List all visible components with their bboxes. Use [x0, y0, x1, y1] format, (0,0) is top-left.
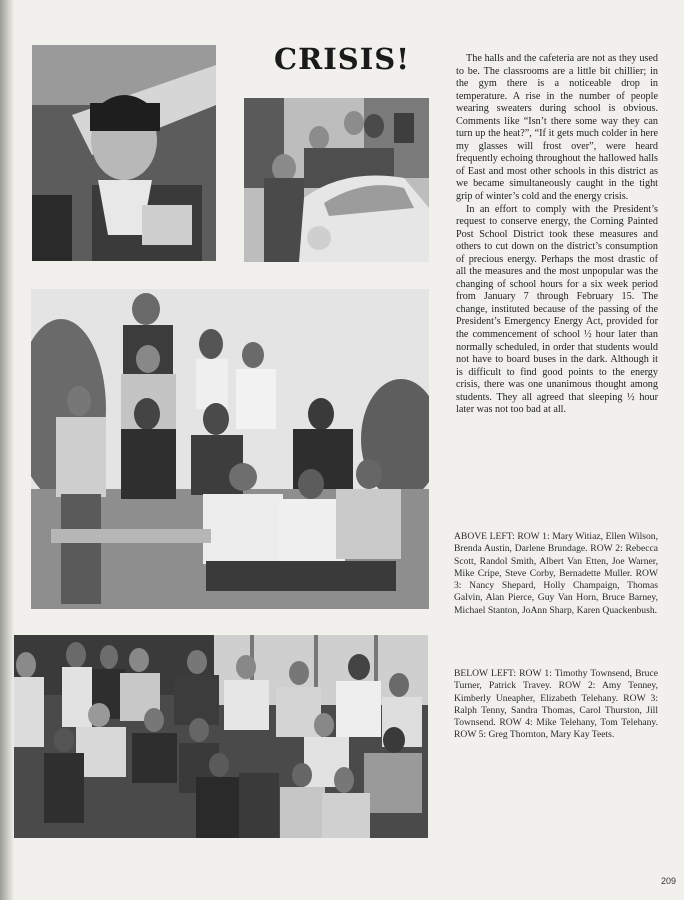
- caption-below-left: BELOW LEFT: ROW 1: Timothy Townsend, Bruce Turner, Patrick Travey. ROW 2: Amy Tenney, Kimberly Uneapher, Elizabeth Telehany. ROW 3: Ralph Tenny, Sandra Thomas, Carol Thurston, Jill Townsend. ROW 4: Mike Telehany, Tom Telehany. ROW 5: Greg Thornton, Mary Kay Teets.: [454, 668, 658, 741]
- page-number: 209: [660, 876, 676, 886]
- photo-students-on-car: [244, 98, 429, 262]
- photo-student-portrait: [32, 45, 216, 261]
- article-body: [456, 53, 658, 417]
- photo-group-indoors: [14, 635, 428, 838]
- article-paragraph: In an effort to comply with the President’s request to conserve energy, the Corning Painted Post School District took these measures and others to cut down on the district’s consumption of precious energy. Perhaps the most drastic of all the measures and the most unpopular was the changing of school hours for a six week period from January 7 through February 15. The change, instituted because of the passing of the President’s Emergency Energy Act, provided for the commencement of school ½ hour later than normally scheduled, in order that students would not have to board buses in the dark. Although it is difficult to find good points to the energy crisis, there was one unanimous thought among students. They all agreed that sleeping ½ hour later was not too bad at all.: [456, 203, 658, 416]
- page-title: CRISIS!: [274, 42, 410, 76]
- photo-group-outdoors: [31, 289, 429, 609]
- binding-spine: [0, 0, 14, 900]
- caption-above-left: ABOVE LEFT: ROW 1: Mary Witiaz, Ellen Wilson, Brenda Austin, Darlene Brundage. ROW 2: Rebecca Scott, Randol Smith, Albert Van Etten, Joe Warner, Mike Cripe, Steve Corby, Bernadette Muller. ROW 3: Nancy Shepard, Holly Champaign, Thomas Galvin, Alan Pierce, Guy Van Horn, Bruce Barney, Michael Stanton, JoAnn Sharp, Karen Quackenbush.: [454, 531, 658, 616]
- article-paragraph: The halls and the cafeteria are not as they used to be. The classrooms are a little bit chillier; in the gym there is a noticeable drop in temperature. A rise in the number of people wearing sweaters during school is obvious. Comments like “Isn’t there some way they can turn up the heat?”, “If it gets much colder in here my glasses will frost over”, were heard frequently echoing throughout the hallowed halls of East and most other schools in this district as we became simultaneously caught in the tight grip of winter’s cold and the energy crisis.: [456, 53, 658, 203]
